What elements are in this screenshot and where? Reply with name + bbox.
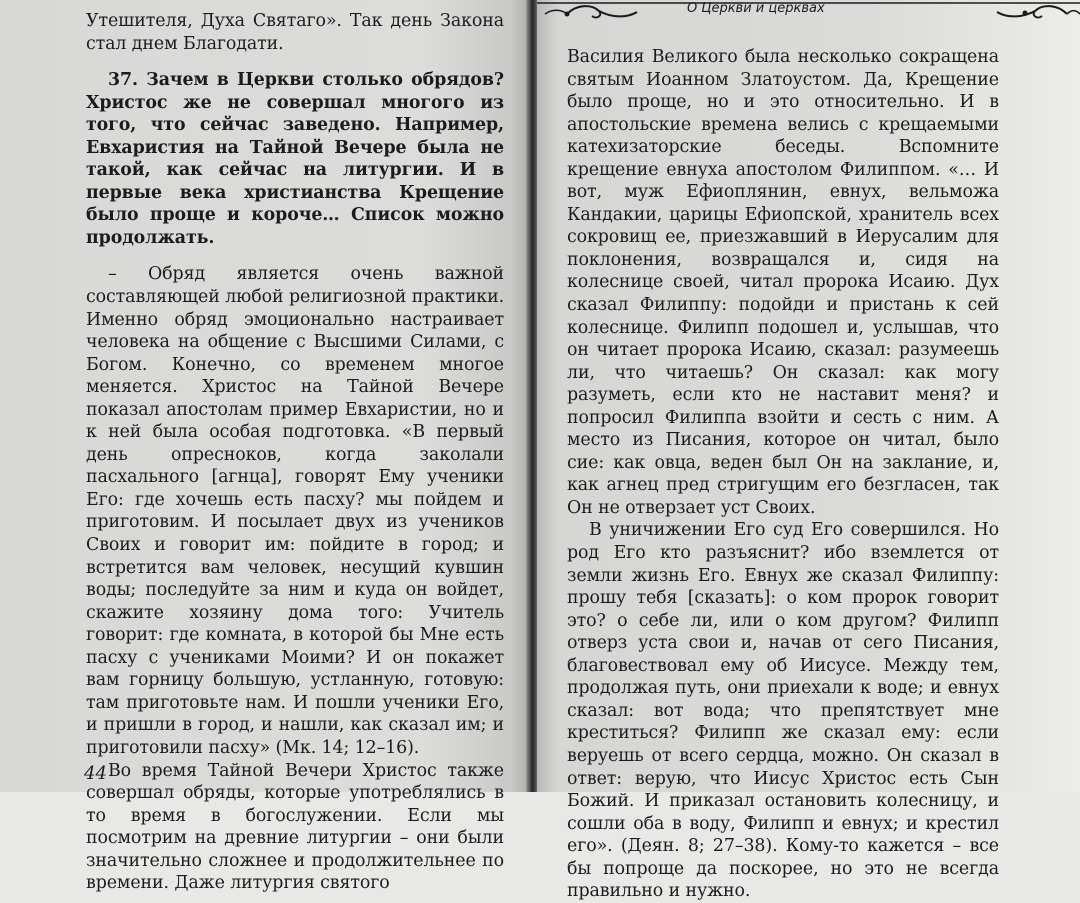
page-number: 44 [84,763,107,784]
paragraph: Во время Тайной Вечери Христос также совершал обряды, которые употреблялись в то время в богослужении. Если мы посмотрим на древние литургии – они были значительно сложнее и продолжительнее по времени. Даже литургия святого [86,760,504,894]
paragraph: Василия Великого была несколько сокращена святым Иоанном Златоустом. Да, Крещение было проще, но и это относительно. И в апостольские времена велись с крещаемыми катехизаторские беседы. Вспомните крещение евнуха апостолом Филиппом. «… И вот, муж Ефиоплянин, евнух, вельможа Кандакии, царицы Ефиопской, хранитель всех сокровищ ее, приезжавший в Иерусалим для поклонения, возвращался и, сидя на колеснице своей, читал пророка Исаию. Дух сказал Филиппу: подойди и пристань к сей колеснице. Филипп подошел и, услышав, что он читает пророка Исаию, сказал: разумеешь ли, что читаешь? Он сказал: как могу разуметь, если кто не наставит меня? и попросил Филиппа взойти и сесть с ним. А место из Писания, которое он читал, было сие: как овца, веден был Он на заклание, и, как агнец пред стригущим его безгласен, так Он не отверзает уст Своих. [567,47,999,518]
question-heading: 37. Зачем в Церкви столько обрядов? Христос же не совершал многого из того, что сейчас заведено. Например, Евхаристия на Тайной Вечере была не такой, как сейчас на литургии. И в первые века христианства Крещение было проще и короче… Список можно продолжать. [86,70,504,248]
running-head-title: О Церкви и церквах [687,1,825,16]
paragraph: В уничижении Его суд Его совершился. Но род Его кто разъяснит? ибо вземлется от земли жизнь Его. Евнух же сказал Филиппу: прошу тебя [сказать]: о ком пророк говорит это? о себе ли, или о ком другом? Филипп отверз уста свои и, начав от сего Писания, благовествовал ему об Иисусе. Между тем, продолжая путь, они приехали к воде; и евнух сказал: вот вода; что препятствует мне креститься? Филипп же сказал ему: если веруешь от всего сердца, можно. Он сказал в ответ: верую, что Иисус Христос есть Сын Божий. И приказал остановить колесницу, и сошли оба в воду, Филипп и евнух; и крестил его». (Деян. 8; 27–38). Кому-то кажется – все бы попроще да поскорее, но это не всегда правильно и нужно. [567,520,999,902]
paragraph: Утешителя, Духа Святаго». Так день Закона стал днем Благодати. [86,11,504,54]
paragraph: – Обряд является очень важной составляющей любой религиозной практики. Именно обряд эмоционально настраивает человека на общение с Высшими Силами, с Богом. Конечно, со временем многое меняется. Христос на Тайной Вечере показал апостолам пример Евхаристии, но и к ней была особая подготовка. «В первый день опресноков, когда заколали пасхального [агнца], говорят Ему ученики Его: где хочешь есть пасху? мы пойдем и приготовим. И посылает двух из учеников Своих и говорит им: пойдите в город; и встретится вам человек, несущий кувшин воды; последуйте за ним и куда он войдет, скажите хозяину дома того: Учитель говорит: где комната, в которой бы Мне есть пасху с учениками Моими? И он покажет вам горницу большую, устланную, готовую: там приготовьте нам. И пошли ученики Его, и пришли в город, и нашли, как сказал им; и приготовили пасху» (Мк. 14; 12–16). [86,264,504,758]
left-page-text [86,10,504,895]
left-page [0,0,532,894]
right-page [537,0,1080,902]
right-page-text [567,46,999,903]
running-head [537,0,1080,22]
